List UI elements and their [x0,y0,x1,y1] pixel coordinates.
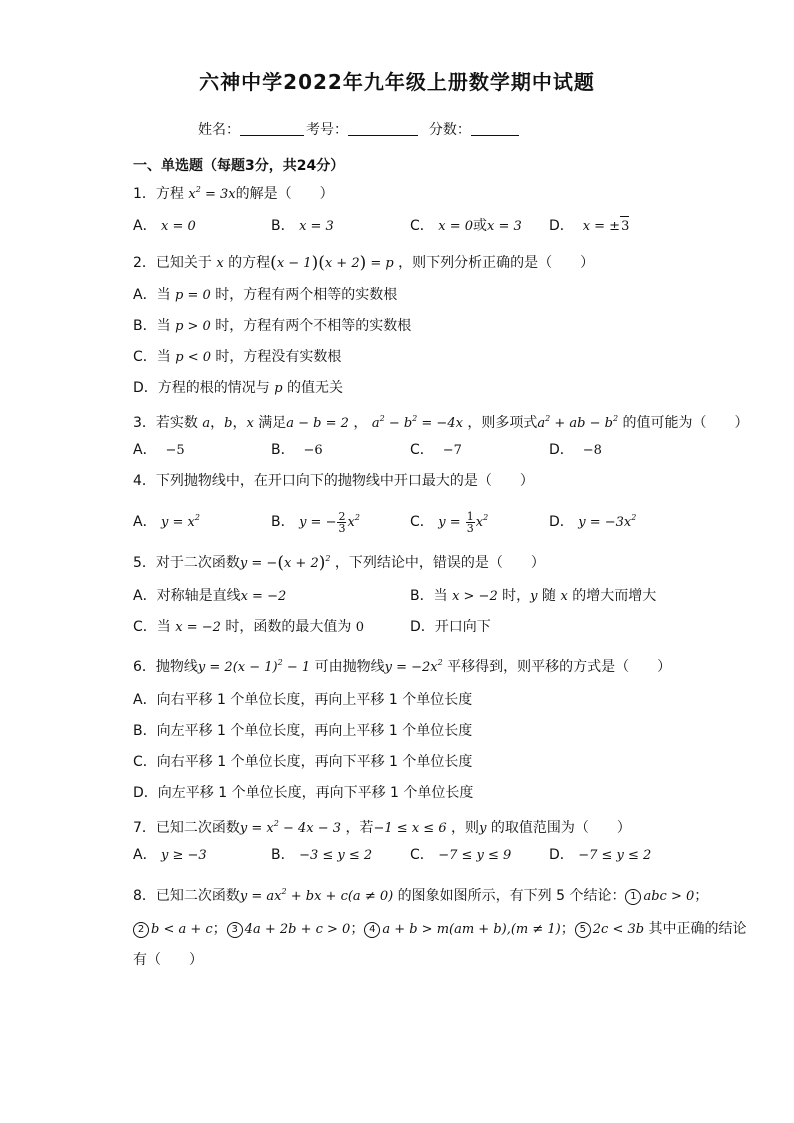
option-label: A． [133,692,157,708]
name-label: 姓名： [198,122,240,138]
q4-option-b[interactable]: B． y = − $\frac{2}{3}$ $x^2$ [271,509,360,535]
question-1-stem [133,180,334,205]
option-label: D． [549,218,574,234]
option-text: 向左平移 1 个单位长度，再向上平移 1 个单位长度 [156,723,473,739]
q1-option-b[interactable] [271,216,334,237]
q7-option-c[interactable]: C． −7 ≤ y ≤ 9 [410,847,512,863]
q5-option-d[interactable] [410,617,491,637]
q3-option-b[interactable]: B． −6 [271,442,323,458]
q7-option-a[interactable]: A． y ≥ −3 [133,847,207,863]
option-text: 开口向下 [434,619,491,635]
question-4-stem [133,471,534,491]
q2-option-d[interactable]: D．方程的根的情况与 p 的值无关 [133,380,344,396]
option-text: 向右平移 1 个单位长度，再向上平移 1 个单位长度 [156,692,473,708]
option-value: −6 [303,443,323,458]
question-number: 2． [133,255,156,271]
question-3-stem: 3．若实数 a，b，x 满足a − b = 2 ， $a^2 - b^2 = -4x$ ，则多项式$a^2$ + ab − $b^2$ 的值可能为（ ） [133,414,749,431]
question-8-line-1: 8．已知二次函数$y = ax^2$ + bx + c(a ≠ 0) 的图象如图所示，有下列 5 个结论： 1 abc > 0； [133,887,709,904]
exam-number-label: 考号： [306,122,348,138]
q4-option-a[interactable]: A． $y = x^2$ [133,513,200,530]
exam-number-blank[interactable] [348,121,418,136]
q3-option-a[interactable]: A． −5 [133,442,185,458]
option-label: B． [133,723,157,739]
q3-option-c[interactable]: C． −7 [410,442,462,458]
question-text: 方程 [155,186,184,202]
question-7-stem: 7．已知二次函数$y = x^2 - 4x - 3$ ，若−1 ≤ x ≤ 6 ，则y 的取值范围为（ ） [133,819,631,836]
fraction: $\frac{2}{3}$ [338,509,346,535]
option-label: B． [271,218,295,234]
option-label: C． [133,754,157,770]
option-text: 向左平移 1 个单位长度，再向下平移 1 个单位长度 [157,785,474,801]
option-math: x = 0 [438,219,473,234]
question-5-stem: 5．对于二次函数$y = -(x + 2)^2$ ，下列结论中，错误的是（ ） [133,553,545,573]
q7-option-b[interactable]: B． −3 ≤ y ≤ 2 [271,847,373,863]
option-math: x = 0 [161,219,196,234]
name-blank[interactable] [240,121,304,136]
option-label: D． [410,619,435,635]
q6-option-c[interactable] [133,752,472,772]
option-math: x = ±3 [583,219,630,234]
option-value: −8 [582,443,602,458]
q2-option-b[interactable]: B．当 p > 0 时，方程有两个不相等的实数根 [133,318,412,334]
question-number: 4． [133,473,156,489]
q7-option-d[interactable]: D． −7 ≤ y ≤ 2 [549,847,652,863]
q2-option-c[interactable]: C．当 p < 0 时，方程没有实数根 [133,349,342,365]
fraction: $\frac{1}{3}$ [466,509,474,535]
question-8-line-3: 有（ ） [133,952,203,968]
q6-option-b[interactable] [133,721,472,741]
q1-option-d[interactable] [549,216,629,237]
option-value: −7 [442,443,462,458]
section-heading: 一、单选题（每题3分，共24分） [133,158,345,174]
q2-option-a[interactable]: A．当 p = 0 时，方程有两个相等的实数根 [133,287,398,303]
question-6-stem: 6．抛物线$y = 2(x - 1)^2 - 1$ 可由抛物线$y = -2x^2$ 平移得到，则平移的方式是（ ） [133,658,672,675]
question-8-line-2: 2 b < a + c； 3 4a + 2b + c > 0； 4 a + b > m(am + b),(m ≠ 1)； 5 2c < 3b 其中正确的结论 [133,919,747,940]
score-label: 分数： [428,122,471,138]
q6-option-a[interactable] [133,690,472,710]
option-value: −5 [165,443,185,458]
q6-option-d[interactable] [133,783,473,803]
student-info-line [198,119,521,139]
question-text: 下列抛物线中，在开口向下的抛物线中开口最大的是（ ） [155,473,534,489]
q1-option-a[interactable] [133,216,196,237]
page-title: 六神中学2022年九年级上册数学期中试题 [199,70,595,94]
option-label: C． [410,218,434,234]
option-math: x = 3 [299,219,334,234]
score-blank[interactable] [471,121,519,136]
question-number: 1． [133,186,156,202]
option-label: D． [133,785,158,801]
question-text: 的解是（ ） [235,186,334,202]
q5-option-a[interactable]: A．对称轴是直线x = −2 [133,588,287,604]
q4-option-d[interactable]: D． $y = -3x^2$ [549,513,637,530]
q4-option-c[interactable]: C． y = $\frac{1}{3}$ $x^2$ [410,509,489,535]
option-text: 向右平移 1 个单位长度，再向下平移 1 个单位长度 [156,754,473,770]
question-2-stem: 2．已知关于 x 的方程(x − 1)(x + 2) = p ，则下列分析正确的是（ ） [133,253,595,273]
math-expression: $x^2 = 3x$ [188,185,236,202]
q5-option-c[interactable]: C．当 x = −2 时，函数的最大值为 0 [133,619,365,635]
q3-option-d[interactable]: D． −8 [549,442,602,458]
q1-option-c[interactable]: C． x = 0或x = 3 [410,218,522,234]
q5-option-b[interactable]: B．当 x > −2 时，y 随 x 的增大而增大 [410,588,657,604]
option-label: A． [133,218,157,234]
